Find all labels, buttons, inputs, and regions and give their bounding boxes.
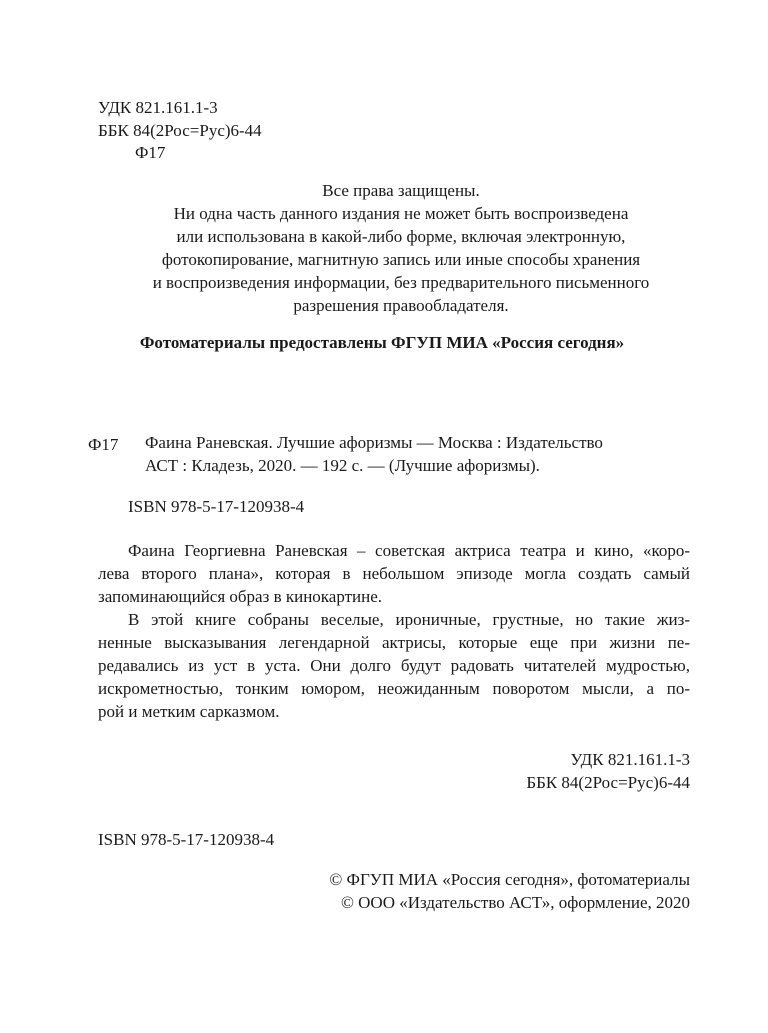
- rights-line: Все права защищены.: [322, 181, 480, 200]
- author-code: Ф17: [135, 143, 166, 162]
- annotation-line: запоминающийся образ в кинокартине.: [98, 587, 383, 606]
- rights-line: фотокопирование, магнитную запись или иные способы хранения: [161, 250, 641, 269]
- bbk-code: ББК 84(2Рос=Рус)6-44: [98, 121, 262, 140]
- annotation-line: Фаина Георгиевна Раневская – советская актриса театра и кино, «коро-: [128, 541, 690, 560]
- bbk-code-bottom: ББК 84(2Рос=Рус)6-44: [526, 773, 690, 792]
- isbn-bottom: ISBN 978-5-17-120938-4: [98, 830, 275, 849]
- bibliography-line: АСТ : Кладезь, 2020. — 192 с. — (Лучшие афоризмы).: [145, 456, 540, 475]
- annotation-line: ненные высказывания легендарной актрисы, которые еще при жизни пе-: [98, 633, 690, 652]
- rights-line: Ни одна часть данного издания не может быть воспроизведена: [173, 204, 629, 223]
- bibliography-line: Фаина Раневская. Лучшие афоризмы — Москва : Издательство: [145, 433, 603, 452]
- annotation-line: искрометностью, тонким юмором, неожиданным поворотом мысли, а по-: [98, 679, 690, 698]
- annotation-line: редавались из уст в уста. Они долго будут радовать читателей мудростью,: [98, 656, 690, 675]
- isbn: ISBN 978-5-17-120938-4: [128, 497, 305, 516]
- annotation-line: В этой книге собраны веселые, ироничные, грустные, но такие жиз-: [128, 610, 690, 629]
- copyright-line: © ООО «Издательство АСТ», оформление, 2020: [340, 893, 690, 912]
- rights-line: разрешения правообладателя.: [293, 296, 509, 315]
- annotation-line: рой и метким сарказмом.: [98, 702, 280, 721]
- rights-line: и воспроизведения информации, без предварительного письменного: [152, 273, 650, 292]
- udk-code-bottom: УДК 821.161.1-3: [570, 750, 690, 769]
- rights-line: или использована в какой-либо форме, включая электронную,: [176, 227, 626, 246]
- bibliography-code: Ф17: [88, 435, 119, 454]
- annotation-line: лева второго плана», которая в небольшом эпизоде могла создать самый: [98, 564, 690, 583]
- copyright-line: © ФГУП МИА «Россия сегодня», фотоматериалы: [329, 870, 690, 889]
- photo-credit: Фотоматериалы предоставлены ФГУП МИА «Россия сегодня»: [139, 333, 625, 352]
- udk-code: УДК 821.161.1-3: [98, 98, 218, 117]
